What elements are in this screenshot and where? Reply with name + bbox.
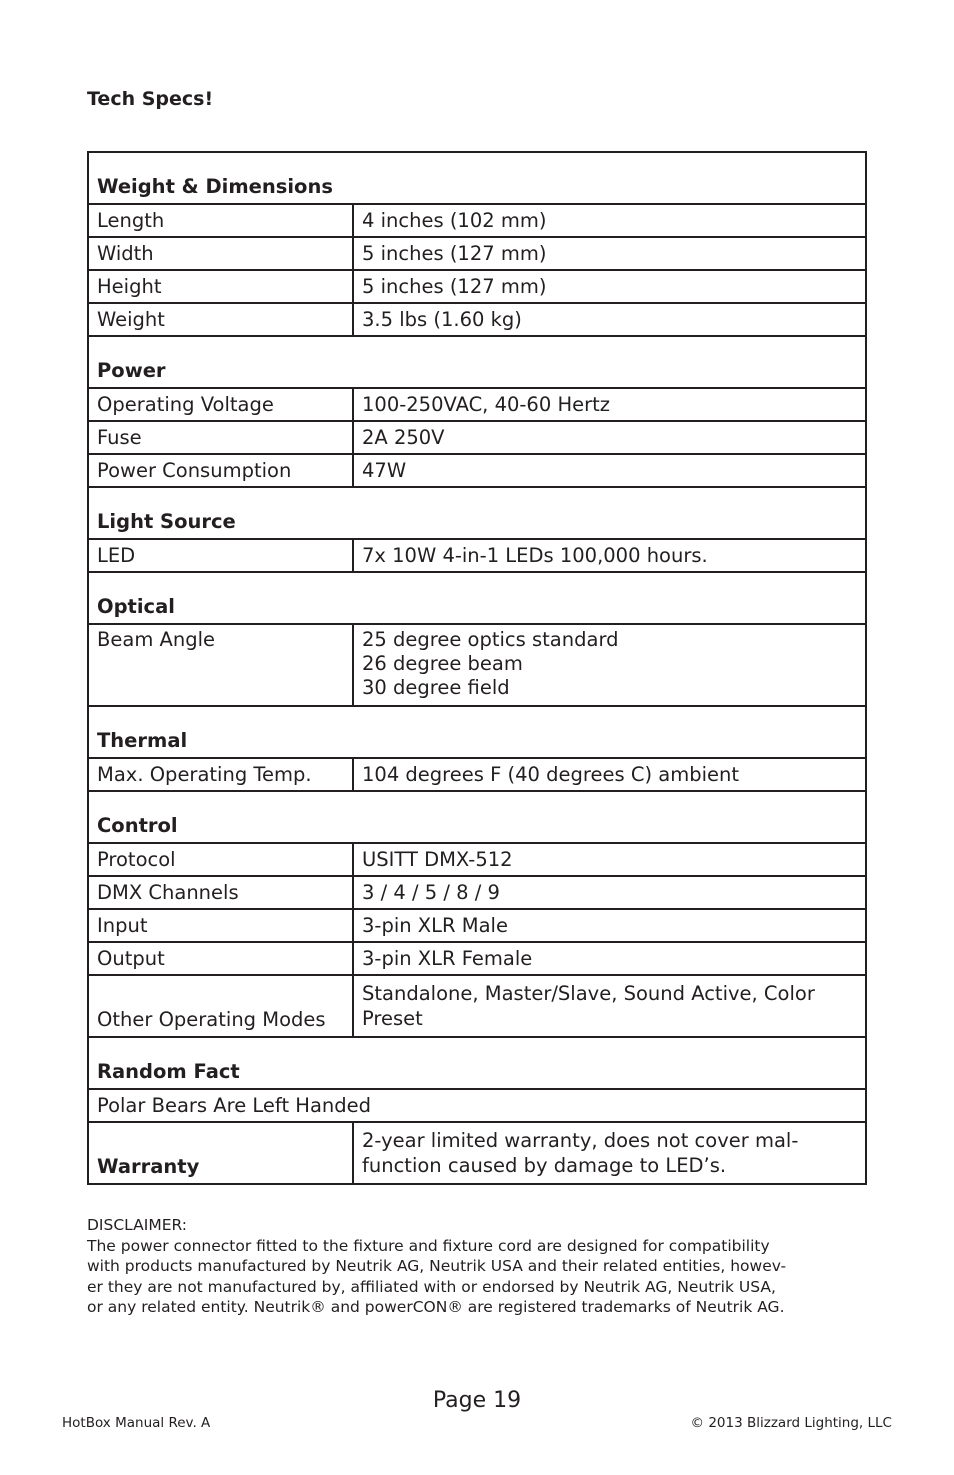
spec-label: Max. Operating Temp. — [88, 758, 353, 791]
spec-value: 5 inches (127 mm) — [353, 237, 866, 270]
section-control — [88, 791, 866, 843]
table-row — [88, 388, 866, 421]
table-row — [88, 624, 866, 706]
table-row — [88, 1089, 866, 1122]
section-title: Random Fact — [88, 1037, 866, 1089]
disclaimer-line: or any related entity. Neutrik® and powerCON® are registered trademarks of Neutrik AG. — [87, 1298, 785, 1316]
table-row — [88, 270, 866, 303]
random-fact-text: Polar Bears Are Left Handed — [88, 1089, 866, 1122]
spec-label: DMX Channels — [88, 876, 353, 909]
spec-value: 4 inches (102 mm) — [353, 204, 866, 237]
page-number: Page 19 — [432, 1388, 522, 1413]
table-row — [88, 876, 866, 909]
footer-copyright: © 2013 Blizzard Lighting, LLC — [690, 1415, 892, 1431]
spec-label: Input — [88, 909, 353, 942]
section-thermal — [88, 706, 866, 758]
spec-value-line: 30 degree field — [362, 676, 510, 699]
spec-value: 7x 10W 4-in-1 LEDs 100,000 hours. — [353, 539, 866, 572]
spec-label: Beam Angle — [88, 624, 353, 706]
table-row — [88, 843, 866, 876]
spec-label: Fuse — [88, 421, 353, 454]
spec-value-line: Preset — [362, 1007, 423, 1030]
spec-value: 3-pin XLR Female — [353, 942, 866, 975]
section-optical — [88, 572, 866, 624]
table-row — [88, 975, 866, 1037]
spec-value: 5 inches (127 mm) — [353, 270, 866, 303]
table-row — [88, 204, 866, 237]
spec-value: 47W — [353, 454, 866, 487]
spec-label: Width — [88, 237, 353, 270]
disclaimer-line: with products manufactured by Neutrik AG, Neutrik USA and their related entities, howev- — [87, 1257, 787, 1275]
spec-value — [353, 1122, 866, 1184]
spec-value: 3 / 4 / 5 / 8 / 9 — [353, 876, 866, 909]
section-title: Thermal — [88, 706, 866, 758]
section-title: Optical — [88, 572, 866, 624]
spec-label: Weight — [88, 303, 353, 336]
spec-label: Height — [88, 270, 353, 303]
spec-value: 3-pin XLR Male — [353, 909, 866, 942]
table-row — [88, 942, 866, 975]
table-row — [88, 758, 866, 791]
spec-value-line: 26 degree beam — [362, 652, 523, 675]
disclaimer — [87, 1215, 877, 1318]
spec-value-line: 25 degree optics standard — [362, 628, 619, 651]
section-title: Power — [88, 336, 866, 388]
table-row — [88, 421, 866, 454]
section-warranty — [88, 1122, 866, 1184]
tech-specs-table — [87, 151, 867, 1185]
table-row — [88, 539, 866, 572]
spec-value: 100-250VAC, 40-60 Hertz — [353, 388, 866, 421]
section-random-fact — [88, 1037, 866, 1089]
spec-value: 104 degrees F (40 degrees C) ambient — [353, 758, 866, 791]
section-light-source — [88, 487, 866, 539]
spec-label: Operating Voltage — [88, 388, 353, 421]
section-title: Control — [88, 791, 866, 843]
spec-value: 3.5 lbs (1.60 kg) — [353, 303, 866, 336]
table-row — [88, 237, 866, 270]
disclaimer-title: DISCLAIMER: — [87, 1216, 188, 1234]
footer-manual-title: HotBox Manual Rev. A — [62, 1415, 211, 1431]
table-row — [88, 909, 866, 942]
table-row — [88, 454, 866, 487]
table-row — [88, 303, 866, 336]
section-power — [88, 336, 866, 388]
section-weight-dimensions — [88, 152, 866, 204]
section-title: Light Source — [88, 487, 866, 539]
spec-value — [353, 975, 866, 1037]
spec-label: Length — [88, 204, 353, 237]
spec-label: Other Operating Modes — [88, 975, 353, 1037]
spec-value-line: Standalone, Master/Slave, Sound Active, Color — [362, 982, 815, 1005]
page-heading: Tech Specs! — [87, 88, 214, 110]
spec-label: Output — [88, 942, 353, 975]
spec-value-line: function caused by damage to LED’s. — [362, 1154, 727, 1177]
section-title: Weight & Dimensions — [88, 152, 866, 204]
disclaimer-line: The power connector fitted to the fixture and fixture cord are designed for compatibility — [87, 1236, 770, 1255]
spec-value: 2A 250V — [353, 421, 866, 454]
spec-value — [353, 624, 866, 706]
spec-label: LED — [88, 539, 353, 572]
spec-value-line: 2-year limited warranty, does not cover mal- — [362, 1129, 799, 1152]
spec-label: Power Consumption — [88, 454, 353, 487]
disclaimer-line: er they are not manufactured by, affiliated with or endorsed by Neutrik AG, Neutrik USA, — [87, 1277, 776, 1296]
spec-label: Protocol — [88, 843, 353, 876]
section-title: Warranty — [88, 1122, 353, 1184]
spec-value: USITT DMX-512 — [353, 843, 866, 876]
